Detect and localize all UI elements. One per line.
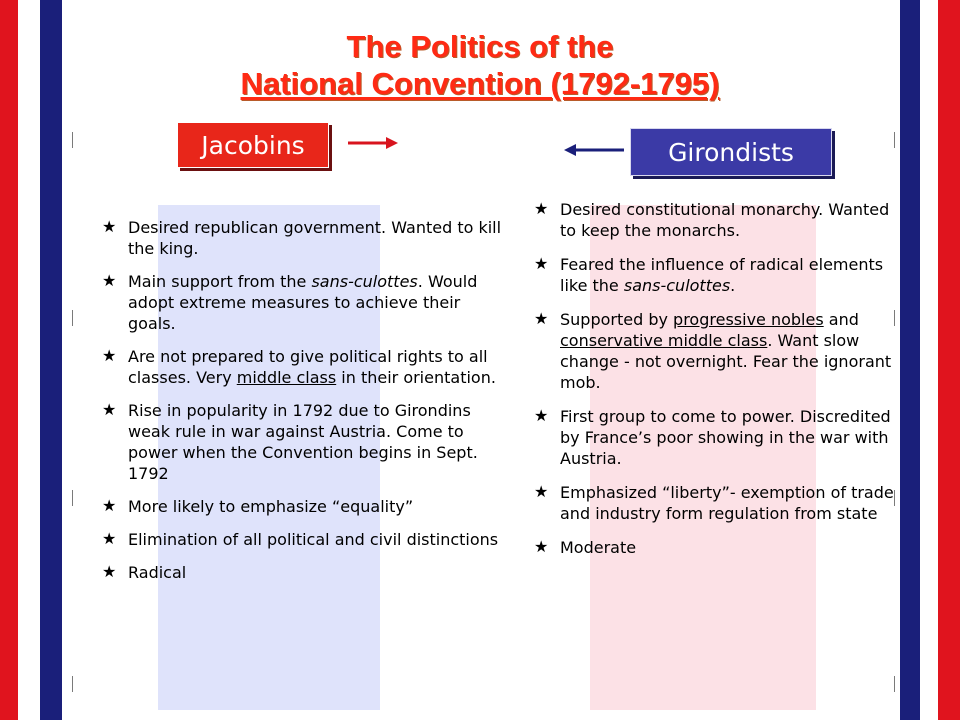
list-item bbox=[100, 529, 510, 550]
text-segment: Are not prepared to give political rights to all classes. Very bbox=[128, 347, 488, 387]
girondists-point-3 bbox=[560, 310, 891, 392]
jacobins-point-6: Elimination of all political and civil distinctions bbox=[128, 530, 499, 549]
emphasis: sans-culottes bbox=[311, 272, 418, 291]
girondists-point-2 bbox=[560, 255, 883, 295]
jacobins-list bbox=[100, 217, 510, 595]
text-segment: in their orientation. bbox=[336, 368, 496, 387]
page-title bbox=[0, 28, 960, 102]
frame-tick bbox=[72, 132, 73, 148]
star-bullet-icon: ★ bbox=[534, 309, 549, 328]
frame-tick bbox=[72, 676, 73, 692]
arrow-left-icon bbox=[562, 141, 626, 159]
girondists-point-6: Moderate bbox=[560, 538, 637, 557]
title-line-1: The Politics of the bbox=[346, 29, 614, 64]
right-stripe-white bbox=[920, 0, 938, 720]
text-segment: . Want slow change - not overnight. Fear the ignorant mob. bbox=[560, 331, 892, 392]
girondists-point-1: Desired constitutional monarchy. Wanted to keep the monarchs. bbox=[560, 200, 890, 240]
star-bullet-icon: ★ bbox=[102, 271, 117, 290]
right-stripe-blue bbox=[900, 0, 920, 720]
star-bullet-icon: ★ bbox=[102, 217, 117, 236]
list-item bbox=[100, 271, 510, 334]
list-item bbox=[100, 217, 510, 259]
star-bullet-icon: ★ bbox=[102, 400, 117, 419]
list-item bbox=[100, 346, 510, 388]
star-bullet-icon: ★ bbox=[102, 562, 117, 581]
jacobins-point-5: More likely to emphasize “equality” bbox=[128, 497, 414, 516]
star-bullet-icon: ★ bbox=[534, 482, 549, 501]
star-bullet-icon: ★ bbox=[534, 199, 549, 218]
star-bullet-icon: ★ bbox=[102, 529, 117, 548]
text-segment: Supported by bbox=[560, 310, 674, 329]
frame-tick bbox=[894, 132, 895, 148]
star-bullet-icon: ★ bbox=[102, 496, 117, 515]
underlined-text: conservative middle class bbox=[560, 331, 768, 350]
text-segment: . bbox=[730, 276, 736, 295]
title-line-2: National Convention (1792-1795) bbox=[240, 66, 720, 101]
list-item bbox=[100, 400, 510, 484]
list-item bbox=[100, 562, 510, 583]
girondists-label: Girondists bbox=[630, 128, 832, 176]
girondists-list bbox=[532, 199, 898, 571]
girondists-point-4: First group to come to power. Discredited by France’s poor showing in the war with Austria. bbox=[560, 407, 891, 468]
jacobins-point-2 bbox=[128, 272, 477, 333]
star-bullet-icon: ★ bbox=[534, 406, 549, 425]
left-stripe-red bbox=[0, 0, 18, 720]
underlined-text: progressive nobles bbox=[673, 310, 824, 329]
list-item bbox=[100, 496, 510, 517]
list-item bbox=[532, 254, 898, 296]
jacobins-label: Jacobins bbox=[177, 122, 329, 168]
list-item bbox=[532, 537, 898, 558]
star-bullet-icon: ★ bbox=[102, 346, 117, 365]
list-item bbox=[532, 309, 898, 393]
star-bullet-icon: ★ bbox=[534, 254, 549, 273]
right-stripe-red bbox=[938, 0, 960, 720]
list-item bbox=[532, 406, 898, 469]
jacobins-point-4: Rise in popularity in 1792 due to Girondins weak rule in war against Austria. Come to power when the Convention begins in Sept. 1792 bbox=[128, 401, 478, 483]
star-bullet-icon: ★ bbox=[534, 537, 549, 556]
frame-tick bbox=[72, 310, 73, 326]
underlined-text: middle class bbox=[236, 368, 337, 387]
jacobins-point-3 bbox=[128, 347, 496, 387]
text-segment: Main support from the bbox=[128, 272, 312, 291]
text-segment: . Would adopt extreme measures to achieve their goals. bbox=[128, 272, 478, 333]
text-segment: and bbox=[823, 310, 859, 329]
frame-tick bbox=[894, 676, 895, 692]
arrow-right-icon bbox=[346, 134, 400, 152]
emphasis: sans-culottes bbox=[623, 276, 731, 295]
frame-tick bbox=[72, 490, 73, 506]
left-stripe-white bbox=[18, 0, 40, 720]
left-stripe-blue bbox=[40, 0, 62, 720]
list-item bbox=[532, 199, 898, 241]
text-segment: Feared the influence of radical elements like the bbox=[560, 255, 884, 295]
jacobins-point-7: Radical bbox=[128, 563, 187, 582]
girondists-point-5: Emphasized “liberty”- exemption of trade and industry form regulation from state bbox=[560, 483, 894, 523]
list-item bbox=[532, 482, 898, 524]
jacobins-point-1: Desired republican government. Wanted to kill the king. bbox=[128, 218, 502, 258]
